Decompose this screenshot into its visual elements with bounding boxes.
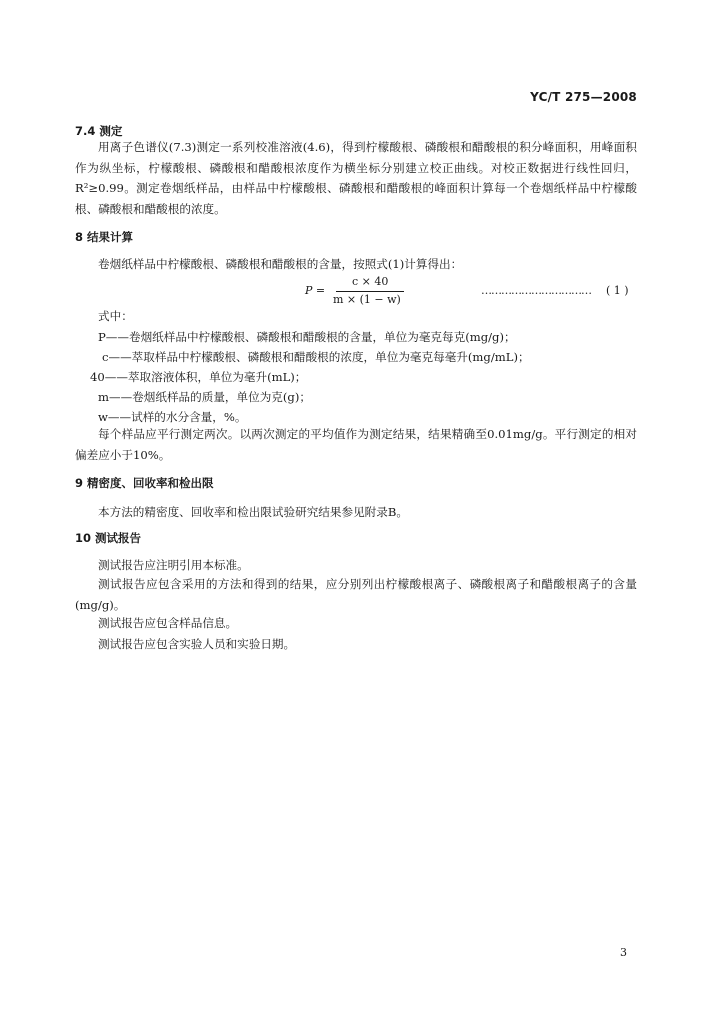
variable-40: 40——萃取溶液体积，单位为毫升(mL)；	[90, 370, 307, 384]
section-8-heading: 8 结果计算	[75, 230, 134, 244]
formula-denominator: m × (1 − w)	[333, 293, 401, 306]
formula-dots: ……………………………	[481, 284, 591, 297]
formula-intro: 卷烟纸样品中柠檬酸根、磷酸根和醋酸根的含量，按照式(1)计算得出：	[98, 257, 463, 271]
section-10-heading: 10 测试报告	[75, 531, 142, 545]
report-line-4: 测试报告应包含实验人员和实验日期。	[98, 637, 296, 651]
page-number: 3	[620, 946, 627, 959]
formula-lhs: P =	[305, 284, 326, 297]
standard-id: YC/T 275—2008	[530, 90, 637, 104]
formula-number: ( 1 )	[606, 284, 629, 297]
section-9-heading: 9 精密度、回收率和检出限	[75, 476, 214, 490]
section-9-paragraph: 本方法的精密度、回收率和检出限试验研究结果参见附录B。	[98, 505, 408, 519]
report-line-1: 测试报告应注明引用本标准。	[98, 558, 249, 572]
variable-p: P——卷烟纸样品中柠檬酸根、磷酸根和醋酸根的含量，单位为毫克每克(mg/g)；	[98, 330, 516, 344]
section-7-4-paragraph: 用离子色谱仪(7.3)测定一系列校准溶液(4.6)，得到柠檬酸根、磷酸根和醋酸根的积分峰面积，用峰面积作为纵坐标，柠檬酸根、磷酸根和醋酸根浓度作为横坐标分别建立校正曲线。对校正数据进行线性回归，R²≥0.99。测定卷烟纸样品，由样品中柠檬酸根、磷酸根和醋酸根的峰面积计算每一个卷烟纸样品中柠檬酸根、磷酸根和醋酸根的浓度。	[75, 140, 637, 216]
result-paragraph: 每个样品应平行测定两次。以两次测定的平均值作为测定结果，结果精确至0.01mg/g。平行测定的相对偏差应小于10%。	[75, 427, 637, 462]
variable-w: w——试样的水分含量，%。	[98, 410, 247, 424]
variable-c: c——萃取样品中柠檬酸根、磷酸根和醋酸根的浓度，单位为毫克每毫升(mg/mL)；	[102, 350, 530, 364]
section-7-4-heading: 7.4 测定	[75, 124, 123, 138]
formula-numerator: c × 40	[352, 275, 389, 288]
report-paragraph-2: 测试报告应包含采用的方法和得到的结果，应分别列出柠檬酸根离子、磷酸根离子和醋酸根离子的含量(mg/g)。	[75, 577, 637, 612]
report-line-3: 测试报告应包含样品信息。	[98, 616, 238, 630]
fraction-bar	[336, 291, 404, 292]
variable-m: m——卷烟纸样品的质量，单位为克(g)；	[98, 390, 311, 404]
where-label: 式中：	[98, 309, 133, 323]
